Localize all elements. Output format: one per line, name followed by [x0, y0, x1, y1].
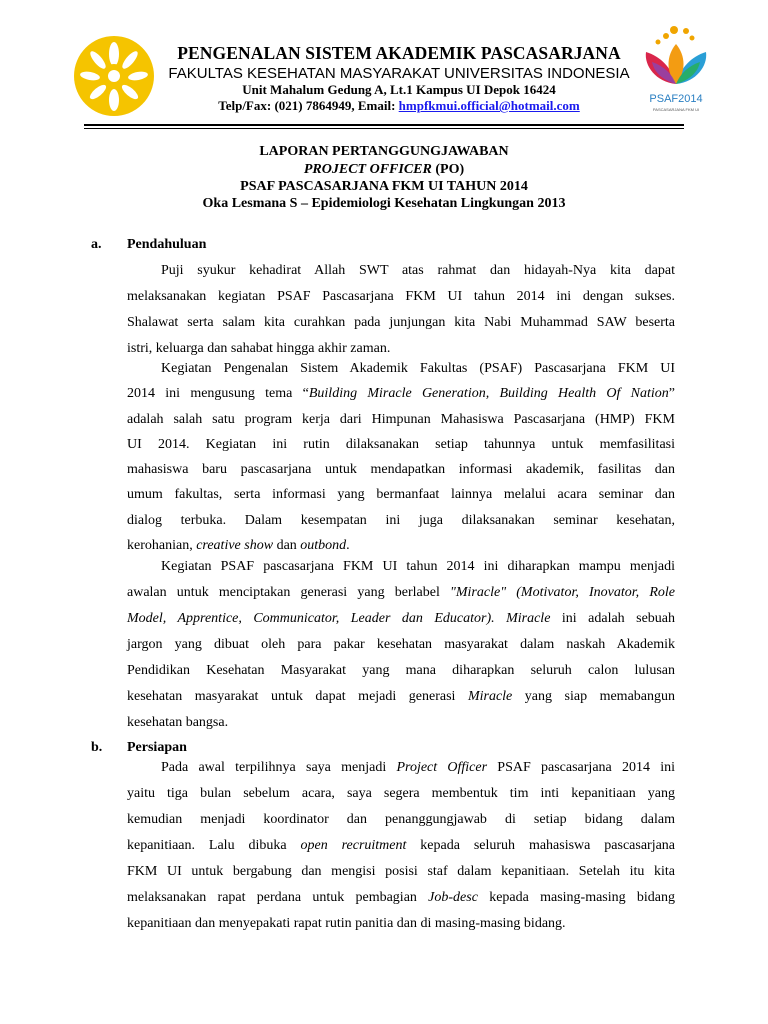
text-line: Kegiatan PSAF pascasarjana FKM UI tahun 2014 ini diharapkan mampu menjadi — [161, 559, 675, 575]
section-a-letter: a. — [91, 237, 102, 252]
psaf2014-logo — [636, 22, 716, 122]
text-line — [127, 580, 675, 606]
text-run: yang siap memabangun — [512, 689, 675, 705]
text-italic: Job-desc — [428, 890, 478, 905]
text-line: Pendidikan Kesehatan Masyarakat yang mana diharapkan seluruh calon lulusan — [127, 663, 675, 679]
text-line — [127, 885, 675, 911]
report-role — [84, 162, 684, 178]
section-a-body — [127, 258, 675, 736]
text-line: FKM UI untuk bergabung dan mengisi posisi staf dalam kepanitiaan. Setelah itu kita — [127, 864, 675, 879]
text-run: PSAF pascasarjana 2014 ini — [487, 760, 676, 775]
text-line: kesehatan bangsa. — [127, 715, 229, 731]
paragraph-2 — [127, 356, 675, 558]
text-line: umum fakultas, serta informasi yang bermanfaat lainnya melalui acara seminar dan — [127, 487, 675, 503]
theme-italic: Building Miracle Generation, Building Health Of Nation — [308, 386, 669, 402]
section-b-body — [127, 755, 675, 937]
section-b-heading: Persiapan — [127, 740, 187, 755]
text-line: Kegiatan Pengenalan Sistem Akademik Fakultas (PSAF) Pascasarjana FKM UI — [161, 361, 675, 376]
text-line: mahasiswa baru pascasarjana untuk mendapatkan informasi akademik, fasilitas dan — [127, 462, 675, 478]
text-run: . — [346, 538, 350, 554]
header-faculty: FAKULTAS KESEHATAN MASYARAKAT UNIVERSITAS INDONESIA — [168, 65, 630, 82]
text-line: kemudian menjadi koordinator dan penanggungjawab di setiap bidang dalam — [127, 812, 675, 827]
text-run: kerohanian, — [127, 538, 197, 554]
text-run: kesehatan masyarakat untuk dapat mejadi generasi — [127, 689, 468, 705]
role-italic: PROJECT OFFICER — [303, 162, 432, 177]
text-run: kepada masing-masing bidang — [477, 890, 675, 905]
paragraph-1 — [127, 258, 675, 356]
text-line: melaksanakan kegiatan PSAF Pascasarjana FKM UI tahun 2014 ini dengan sukses. — [127, 289, 675, 304]
text-line — [127, 606, 675, 632]
role-abbrev: (PO) — [431, 162, 465, 177]
text-italic: Project Officer — [396, 760, 488, 775]
text-line: Shalawat serta salam kita curahkan pada junjungan kita Nabi Muhammad SAW beserta — [127, 315, 675, 330]
ui-makara-logo — [72, 34, 156, 118]
header-address: Unit Mahalum Gedung A, Lt.1 Kampus UI Depok 16424 — [242, 82, 556, 97]
email-link[interactable]: hmpfkmui.official@hotmail.com — [398, 98, 580, 113]
text-line: adalah salah satu program kerja dari Himpunan Mahasiswa Pascasarjana (HMP) FKM — [127, 411, 675, 427]
text-line — [127, 833, 675, 859]
text-run: 2014 ini mengusung tema “ — [127, 386, 309, 402]
text-line: kepanitiaan dan menyepakati rapat rutin panitia dan di masing-masing bidang. — [127, 916, 566, 931]
text-line: UI 2014. Kegiatan ini rutin dilaksanakan setiap tahunnya untuk memfasilitasi — [127, 436, 675, 452]
text-line: jargon yang dibuat oleh para pakar kesehatan masyarakat dalam naskah Akademik — [127, 637, 675, 653]
text-run: Pada awal terpilihnya saya menjadi — [161, 760, 397, 775]
text-run: dan — [273, 538, 301, 554]
text-italic: "Miracle" (Motivator, Inovator, Role — [450, 585, 675, 601]
psaf-logo-text: PSAF2014 — [649, 93, 703, 105]
text-line: dialog terbuka. Dalam kesempatan ini juga dilaksanakan seminar kesehatan, — [127, 512, 675, 528]
section-b-letter: b. — [91, 740, 103, 755]
text-run: kepada seluruh mahasiswa pascasarjana — [406, 838, 676, 853]
text-run: kepanitiaan. Lalu dibuka — [127, 838, 301, 853]
text-italic: open recruitment — [300, 838, 407, 853]
paragraph-3 — [127, 554, 675, 736]
header-rule-thick — [84, 124, 684, 126]
text-line: Puji syukur kehadirat Allah SWT atas rahmat dan hidayah-Nya kita dapat — [161, 263, 675, 278]
text-italic: Model, Apprentice, Communicator, Leader dan Educator). Miracle — [127, 611, 551, 627]
text-line — [127, 684, 675, 710]
text-line: istri, keluarga dan sahabat hingga akhir zaman. — [127, 341, 391, 356]
contact-text: Telp/Fax: (021) 7864949, Email: — [218, 98, 399, 113]
header-contact — [164, 98, 634, 114]
text-run: melaksanakan rapat perdana untuk pembagian — [127, 890, 429, 905]
text-italic: creative show — [196, 538, 274, 554]
report-title: LAPORAN PERTANGGUNGJAWABAN — [259, 144, 509, 159]
header-rule-thin — [84, 128, 684, 129]
psaf-logo-subtext: PASCASARJANA FKM UI — [652, 107, 700, 112]
text-run: ” — [668, 386, 675, 402]
report-event: PSAF PASCASARJANA FKM UI TAHUN 2014 — [240, 179, 528, 194]
text-italic: outbond — [300, 538, 347, 554]
report-author: Oka Lesmana S – Epidemiologi Kesehatan Lingkungan 2013 — [202, 196, 566, 211]
text-italic: Miracle — [467, 689, 513, 705]
text-run: ini adalah sebuah — [550, 611, 676, 627]
text-line: yaitu tiga bulan sebelum acara, saya segera membentuk tim inti kepanitiaan yang — [127, 786, 675, 801]
text-line — [127, 381, 675, 406]
text-line — [127, 755, 675, 781]
text-run: awalan untuk menciptakan generasi yang berlabel — [127, 585, 450, 601]
section-a-heading: Pendahuluan — [127, 237, 207, 252]
header-title: PENGENALAN SISTEM AKADEMIK PASCASARJANA — [177, 43, 621, 63]
